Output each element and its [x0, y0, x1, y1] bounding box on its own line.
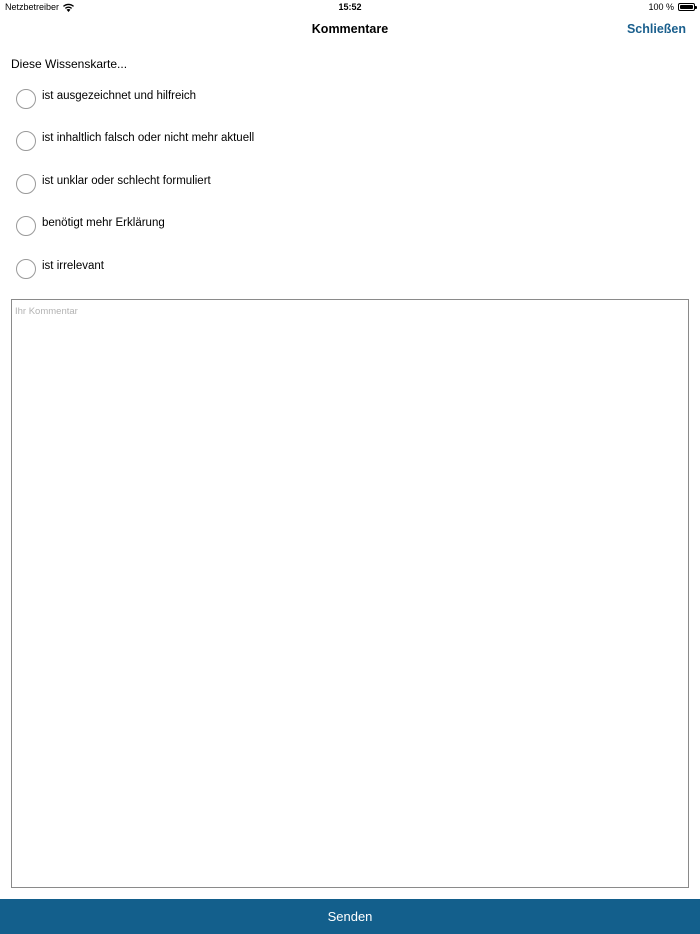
radio-button[interactable] [16, 174, 36, 194]
option-irrelevant[interactable] [16, 258, 104, 280]
close-button[interactable]: Schließen [626, 22, 686, 36]
radio-button[interactable] [16, 259, 36, 279]
navigation-bar [0, 14, 700, 44]
option-excellent[interactable] [16, 88, 196, 110]
radio-button[interactable] [16, 89, 36, 109]
option-label: ist unklar oder schlecht formuliert [42, 175, 211, 187]
battery-fill [680, 5, 693, 9]
option-unclear[interactable] [16, 173, 211, 195]
carrier-name: Netzbetreiber [5, 2, 60, 12]
battery-icon [678, 3, 695, 11]
status-bar [0, 0, 700, 14]
option-label: ist irrelevant [42, 260, 104, 272]
radio-button[interactable] [16, 216, 36, 236]
send-button[interactable]: Senden [0, 899, 700, 934]
battery-percent: 100 % [648, 2, 674, 12]
page-title: Kommentare [311, 22, 389, 36]
option-label: benötigt mehr Erklärung [42, 217, 165, 229]
comment-input[interactable] [11, 299, 689, 888]
option-label: ist ausgezeichnet und hilfreich [42, 90, 197, 102]
option-needs-explanation[interactable] [16, 215, 165, 237]
form-intro: Diese Wissenskarte... [11, 57, 128, 71]
radio-button[interactable] [16, 131, 36, 151]
option-incorrect[interactable] [16, 130, 254, 152]
status-time: 15:52 [338, 2, 362, 12]
option-label: ist inhaltlich falsch oder nicht mehr aktuell [42, 132, 255, 144]
status-right [648, 2, 695, 12]
